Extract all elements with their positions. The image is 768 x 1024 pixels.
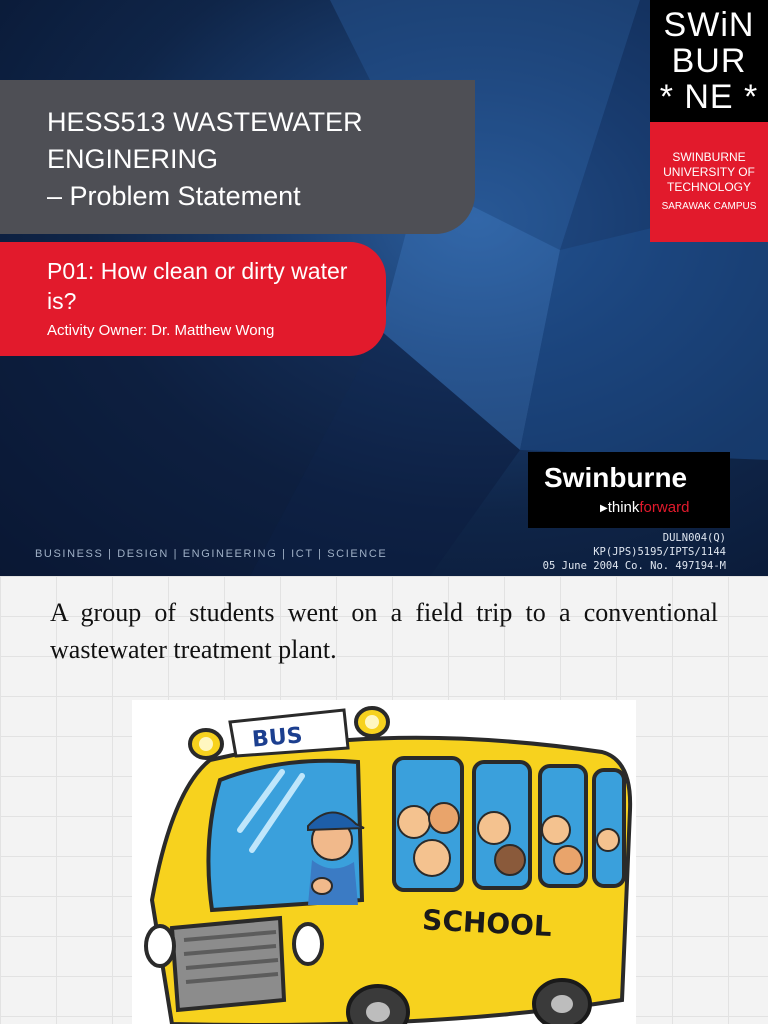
- university-line-1: SWINBURNE: [672, 150, 746, 164]
- school-bus-image: [132, 700, 636, 1024]
- bus-side-text: SCHOOL: [421, 903, 553, 944]
- university-name-block: [650, 122, 768, 242]
- content-slide: [0, 576, 768, 1024]
- title-panel: [0, 80, 475, 234]
- registration-line-2: 05 June 2004 Co. No. 497194-M: [542, 560, 726, 572]
- play-arrow-icon: ▶: [600, 503, 608, 514]
- problem-statement: P01: How clean or dirty water is?: [47, 258, 348, 314]
- university-line-2: UNIVERSITY OF: [663, 165, 755, 179]
- registration-info: [528, 531, 726, 573]
- activity-owner: Activity Owner: Dr. Matthew Wong: [47, 322, 275, 339]
- school-bus-illustration: [132, 700, 636, 1024]
- problem-panel: [0, 242, 386, 356]
- slide-title: HESS513 WASTEWATER ENGINERING – Problem Statement: [47, 107, 363, 211]
- headlight-right: [294, 924, 322, 964]
- logo-line-3: * NE *: [659, 78, 759, 116]
- headlight-left: [146, 926, 174, 966]
- logo-line-2: BUR: [671, 42, 747, 80]
- slide-paragraph: A group of students went on a field trip to a conventional wastewater treatment plant.: [50, 598, 718, 664]
- swinburne-logo: [650, 0, 768, 122]
- tagline-think: think: [607, 499, 640, 516]
- think-forward-logo: [528, 452, 730, 528]
- logo-line-1: SWiN: [663, 6, 755, 44]
- tagline-forward: forward: [639, 499, 690, 516]
- registration-line-1: DULN004(Q) KP(JPS)5195/IPTS/1144: [593, 532, 726, 558]
- tagline: [600, 499, 689, 516]
- brand-name: Swinburne: [544, 462, 688, 493]
- bus-sign-text: BUS: [251, 723, 304, 753]
- faculty-footer: BUSINESS | DESIGN | ENGINEERING | ICT | SCIENCE: [35, 548, 388, 560]
- bus-sign: [230, 710, 348, 756]
- university-line-3: TECHNOLOGY: [666, 180, 751, 194]
- university-line-4: SARAWAK CAMPUS: [661, 201, 757, 212]
